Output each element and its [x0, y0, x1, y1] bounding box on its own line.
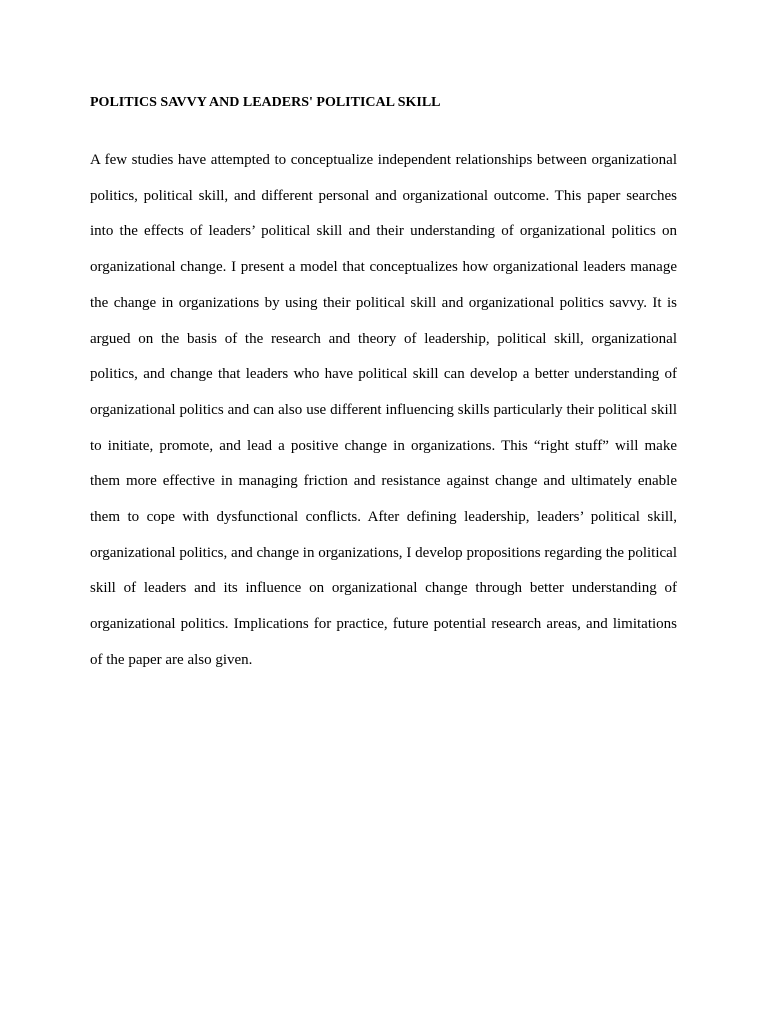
abstract-paragraph: A few studies have attempted to conceptualize independent relationships between organizational politics, political skill, and different personal and organizational outcome. This paper searches into the effects of leaders’ political skill and their understanding of organizational politics on organizational change. I present a model that conceptualizes how organizational leaders manage the change in organizations by using their political skill and organizational politics savvy. It is argued on the basis of the research and theory of leadership, political skill, organizational politics, and change that leaders who have political skill can develop a better understanding of organizational politics and can also use different influencing skills particularly their political skill to initiate, promote, and lead a positive change in organizations. This “right stuff” will make them more effective in managing friction and resistance against change and ultimately enable them to cope with dysfunctional conflicts. After defining leadership, leaders’ political skill, organizational politics, and change in organizations, I develop propositions regarding the political skill of leaders and its influence on organizational change through better understanding of organizational politics. Implications for practice, future potential research areas, and limitations of the paper are also given. [90, 152, 677, 668]
document-title: POLITICS SAVVY AND LEADERS' POLITICAL SKILL [90, 95, 441, 110]
